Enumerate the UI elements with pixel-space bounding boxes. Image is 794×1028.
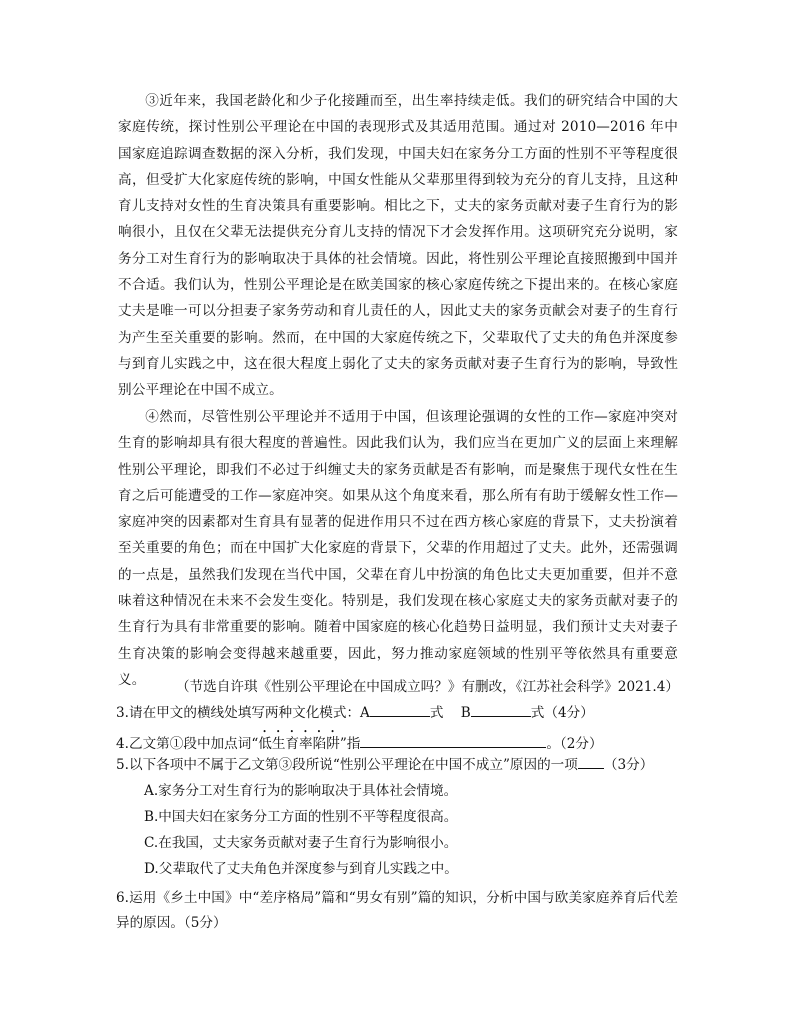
q5-stem: 5.以下各项中不属于乙文第③段所说“性别公平理论在中国不成立”原因的一项 xyxy=(116,757,578,773)
paragraph-3-text: ③近年来，我国老龄化和少子化接踵而至，出生率持续走低。我们的研究结合中国的大家庭传统，探讨性别公平理论在中国的表现形式及其适用范围。通过对 2010—2016 年中国家庭追踪调查数据的深入分析，我们发现，中国夫妇在家务分工方面的性别不平等程度很高，但受扩大化家庭传统的影响，中国女性能从父辈那里得到较为充分的育儿支持，且这种育儿支持对女性的生育决策具有重要影响。相比之下，丈夫的家务贡献对妻子生育行为的影响很小，且仅在父辈无法提供充分育儿支持的情况下才会发挥作用。这项研究充分说明，家务分工对生育行为的影响取决于具体的社会情境。因此，将性别公平理论直接照搬到中国并不合适。我们认为，性别公平理论是在欧美国家的核心家庭传统之下提出来的。在核心家庭丈夫是唯一可以分担妻子家务劳动和育儿责任的人，因此丈夫的家务贡献会对妻子的生育行为产生至关重要的影响。然而，在中国的大家庭传统之下，父辈取代了丈夫的角色并深度参与到育儿实践之中，这在很大程度上弱化了丈夫的家务贡献对妻子生育行为的影响，导致性别公平理论在中国不成立。 xyxy=(118,93,678,399)
q3-suffix: 式（4分） xyxy=(530,705,594,721)
q5-score: （3分） xyxy=(603,757,654,773)
q3-prefix: 3.请在甲文的横线处填写两种文化模式：A xyxy=(116,705,370,721)
question-4 xyxy=(116,728,603,755)
q3-blank-a[interactable] xyxy=(370,702,430,717)
q4-end: 。（2分） xyxy=(546,736,603,752)
q4-dotted-term: 低生育率陷阱 xyxy=(258,736,340,752)
q4-suffix: ”指 xyxy=(339,736,361,752)
q3-blank-b[interactable] xyxy=(471,702,531,717)
paragraph-4-text: ④然而，尽管性别公平理论并不适用于中国，但该理论强调的女性的工作—家庭冲突对生育的影响却具有很大程度的普遍性。因此我们认为，我们应当在更加广义的层面上来理解性别公平理论，即我们不必过于纠缠丈夫的家务贡献是否有影响，而是聚焦于现代女性在生育之后可能遭受的工作—家庭冲突。如果从这个角度来看，那么所有有助于缓解女性工作—家庭冲突的因素都对生育具有显著的促进作用只不过在西方核心家庭的背景下，丈夫扮演着至关重要的角色；而在中国扩大化家庭的背景下，父辈的作用超过了丈夫。此外，还需强调的一点是，虽然我们发现在当代中国，父辈在育儿中扮演的角色比丈夫更加重要，但并不意味着这种情况在未来不会发生变化。特别是，我们发现在核心家庭丈夫的家务贡献对妻子的生育行为具有非常重要的影响。随着中国家庭的核心化趋势日益明显，我们预计丈夫对妻子生育决策的影响会变得越来越重要，因此，努力推动家庭领域的性别平等依然具有重要意义。 xyxy=(118,409,678,688)
question-3 xyxy=(116,702,594,724)
q5-option-b: B.中国夫妇在家务分工方面的性别不平等程度很高。 xyxy=(144,809,458,825)
q5-option-c: C.在我国，丈夫家务贡献对妻子生育行为影响很小。 xyxy=(144,835,458,851)
q4-prefix: 4.乙文第①段中加点词“ xyxy=(116,736,259,752)
q3-mid: 式 B xyxy=(429,705,471,721)
passage-paragraph-4 xyxy=(118,404,678,693)
passage-paragraph-3 xyxy=(118,88,678,404)
q5-option-a: A.家务分工对生育行为的影响取决于具体社会情境。 xyxy=(144,783,458,799)
q4-blank[interactable] xyxy=(360,733,546,748)
q5-blank[interactable] xyxy=(578,754,604,769)
question-5 xyxy=(116,754,653,776)
source-citation: （节选自许琪《性别公平理论在中国成立吗？》有删改，《江苏社会科学》2021.4） xyxy=(176,679,679,695)
question-6: 6.运用《乡土中国》中“差序格局”篇和“男女有别”篇的知识，分析中国与欧美家庭养育后代差异的原因。（5分） xyxy=(116,890,678,931)
q5-option-d: D.父辈取代了丈夫角色并深度参与到育儿实践之中。 xyxy=(144,861,458,877)
